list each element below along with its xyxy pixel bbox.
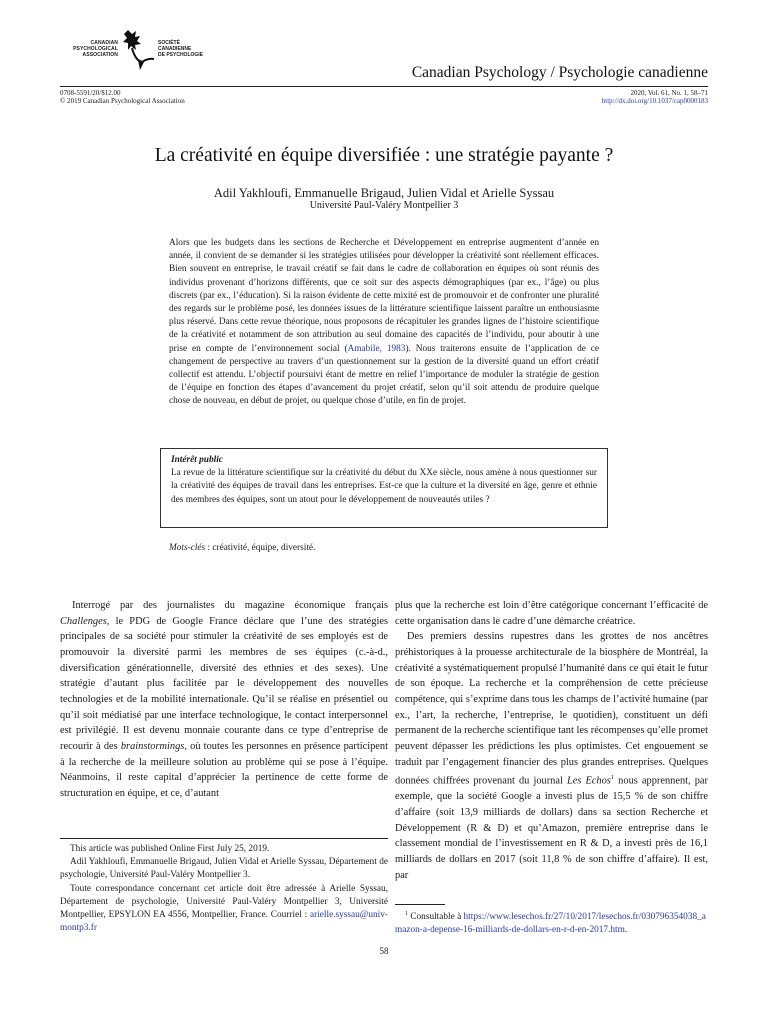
abstract-text: Alors que les budgets dans les sections de Recherche et Développement en entreprise augmentent d’année en année, il convient de se demander si les stratégies utilisées pour développer la créativité sont réellement efficaces. Bien souvent en entreprise, le travail créatif se fait dans le cadre de collaboration en équipes où sont réunis des individus provenant d’horizons différents, que ce soit sur des aspects démographiques (par ex., l’âge) ou plus discrets (par ex., l’éducation). Si la raison évidente de cette mixité est de promouvoir et de confronter une pluralité des regards sur le problème posé, les données issues de la littérature scientifique laissent paraître un enthousiasme plus réservé. Dans cette revue théorique, nous proposons de récapituler les grandes lignes de l’histoire scientifique de la créativité et notamment de son attribution au seul domaine des capacités de l’individu, pour aboutir à une prise en compte de l’environnement social ( (169, 238, 599, 354)
logo-line: CANADIENNE (158, 46, 192, 52)
footnote-marker[interactable]: 1 (610, 774, 615, 782)
logo-line: SOCIÉTÉ (158, 40, 180, 46)
keywords (169, 543, 315, 553)
logo-text-english (60, 40, 118, 58)
published-note: This article was published Online First July 25, 2019. (70, 844, 270, 854)
body-text: nous apprennent, par exemple, que la société Google a investi plus de 15,5 % de son chiffre d’affaire (soit 13,9 milliards de dollars) dans sa section Recherche et Développement (R & D) et qu’Amazon, première entreprise dans le classement mondial de l’investissement en R & D, a investi près de 16,1 milliards de dollars en 2017 (soit 11,8 % de son chiffre d’affaire). Il est, par (395, 775, 708, 881)
footnote-number: 1 (405, 911, 408, 917)
article-affiliation: Université Paul-Valéry Montpellier 3 (309, 200, 459, 211)
body-text: , le PDG de Google France déclare que l’une des stratégies principales de sa société pour stimuler la créativité de ses employés est de promouvoir la diversité parmi les membres de ses équipes (c.-à-d., diversification générationnelle, diversité des ethnies et des sexes). Une stratégie d’autant plus facilitée par le développement des nouvelles technologies et de la mobilité internationale. Qu’il se réalise en présentiel ou qu’il soit médiatisé par une interface technologique, le contact interpersonnel est privilégié. Il est devenu monnaie courante dans ce type d’entreprise de recourir à des (60, 615, 388, 752)
logo-line: ASSOCIATION (82, 52, 118, 58)
volume-info: 2020, Vol. 61, No. 1, 58–71 (630, 89, 708, 97)
body-column-left (60, 598, 388, 802)
body-paragraph (60, 598, 388, 802)
body-text-italic: Les Echos (566, 775, 611, 787)
public-interest-heading: Intérêt public (171, 455, 223, 465)
body-column-right (395, 598, 708, 883)
volume-block (602, 89, 708, 105)
page-number: 58 (379, 946, 389, 956)
keywords-label: Mots-clés (169, 543, 206, 553)
issn: 0708-5591/20/$12.00 (60, 89, 121, 97)
doi-link[interactable]: http://dx.doi.org/10.1037/cap0000183 (601, 97, 708, 105)
copyright: © 2019 Canadian Psychological Association (60, 97, 185, 105)
keywords-list: : créativité, équipe, diversité. (205, 543, 316, 553)
footnote-rule (395, 904, 445, 905)
footnote-url-link[interactable]: https://www.lesechos.fr/27/10/2017/lesechos.fr/030796354038_amazon-a-depense-16-milliards-de-dollars-en-r-d-en-2017.htm (395, 912, 706, 936)
public-interest-box (160, 448, 608, 528)
affiliation-note: Adil Yakhloufi, Emmanuelle Brigaud, Julien Vidal et Arielle Syssau, Département de psychologie, Université Paul-Valéry Montpellier 3. (60, 857, 388, 881)
body-text: Des premiers dessins rupestres dans les grottes de nos ancêtres préhistoriques à la prouesse architecturale de la biosphère de Montréal, la créativité a systématiquement propulsé l’humanité dans ce qui était le futur de son époque. La recherche et la compréhension de cette précieuse compétence, qui s’exprime dans tous les champs de l’activité humaine (par ex., l’art, la recherche, l’entreprise, le quotidien), constituent un défi permanent de la recherche scientifique tant les récompenses qu’elle promet peuvent dépasser les prédictions les plus optimistes. Cet engouement se traduit par l’engagement financier des plus grandes entreprises. Quelques données chiffrées provenant du journal (395, 631, 708, 787)
logo-line: DE PSYCHOLOGIE (158, 52, 204, 58)
body-paragraph (395, 629, 708, 883)
header-rule (60, 86, 708, 87)
body-text-italic: brainstormings (120, 740, 185, 752)
body-text: Interrogé par des journalistes du magazine économique français (72, 600, 388, 611)
footnote-text: . (624, 925, 628, 936)
body-text-italic: Challenges (60, 615, 107, 627)
article-authors: Adil Yakhloufi, Emmanuelle Brigaud, Julien Vidal et Arielle Syssau (213, 186, 555, 200)
body-text: , où toutes les personnes en présence participent à la recherche de la meilleure solution au problème qui se pose à l’équipe. Néanmoins, il reste capital d’apprécier la pertinence de cette forme de structuration en équipe, et ce, d’autant (60, 740, 388, 799)
logo-line: PSYCHOLOGICAL (73, 46, 118, 52)
abstract (169, 237, 599, 409)
footnote-1 (395, 908, 708, 938)
footnote-rule (60, 838, 388, 839)
article-title: La créativité en équipe diversifiée : une stratégie payante ? (154, 145, 614, 166)
abstract-text: ). Nous traiterons ensuite de l’application de ce changement de perspective au travers d’un questionnement sur la gestion de la diversité quand un effort créatif collectif est attendu. L’objectif poursuivi étant de mettre en relief l’importance de moduler la stratégie de gestion de l’équipe en fonction des étapes d’avancement du projet créatif, selon qu’il soit attendu de produire quelque chose de nouveau, en début de projet, ou quelque chose d’utile, en fin de projet. (169, 343, 600, 407)
logo-line: CANADIAN (90, 40, 118, 46)
association-logo (60, 28, 220, 72)
public-interest-text: La revue de la littérature scientifique sur la créativité du début du XXe siècle, nous amène à nous questionner sur la créativité des équipes de travail dans les entreprises. Est-ce que la culture et la diversité en âge, genre et ethnie des membres des équipes, sont un atout pour le développement de nouveautés utiles ? (171, 468, 597, 505)
issn-block (60, 89, 185, 105)
author-notes (60, 843, 388, 935)
footnote-text: Consultable à (408, 912, 464, 923)
citation-link[interactable]: Amabile, 1983 (347, 343, 406, 354)
email-link[interactable]: arielle.syssau@univ-montp3.fr (60, 910, 388, 934)
correspondence-note (60, 883, 388, 936)
correspondence-text: Toute correspondance concernant cet article doit être adressée à Arielle Syssau, Département de psychologie, Université Paul-Valéry Montpellier 3, Université Montpellier, EPSYLON EA 4556, Montpellier, France. Courriel : (60, 883, 388, 921)
logo-text-french (158, 40, 218, 58)
maple-leaf-icon (120, 28, 156, 72)
body-paragraph: plus que la recherche est loin d’être catégorique concernant l’efficacité de cette organisation dans le cadre d’une démarche créatrice. (395, 600, 708, 627)
journal-name: Canadian Psychology / Psychologie canadienne (411, 64, 708, 81)
